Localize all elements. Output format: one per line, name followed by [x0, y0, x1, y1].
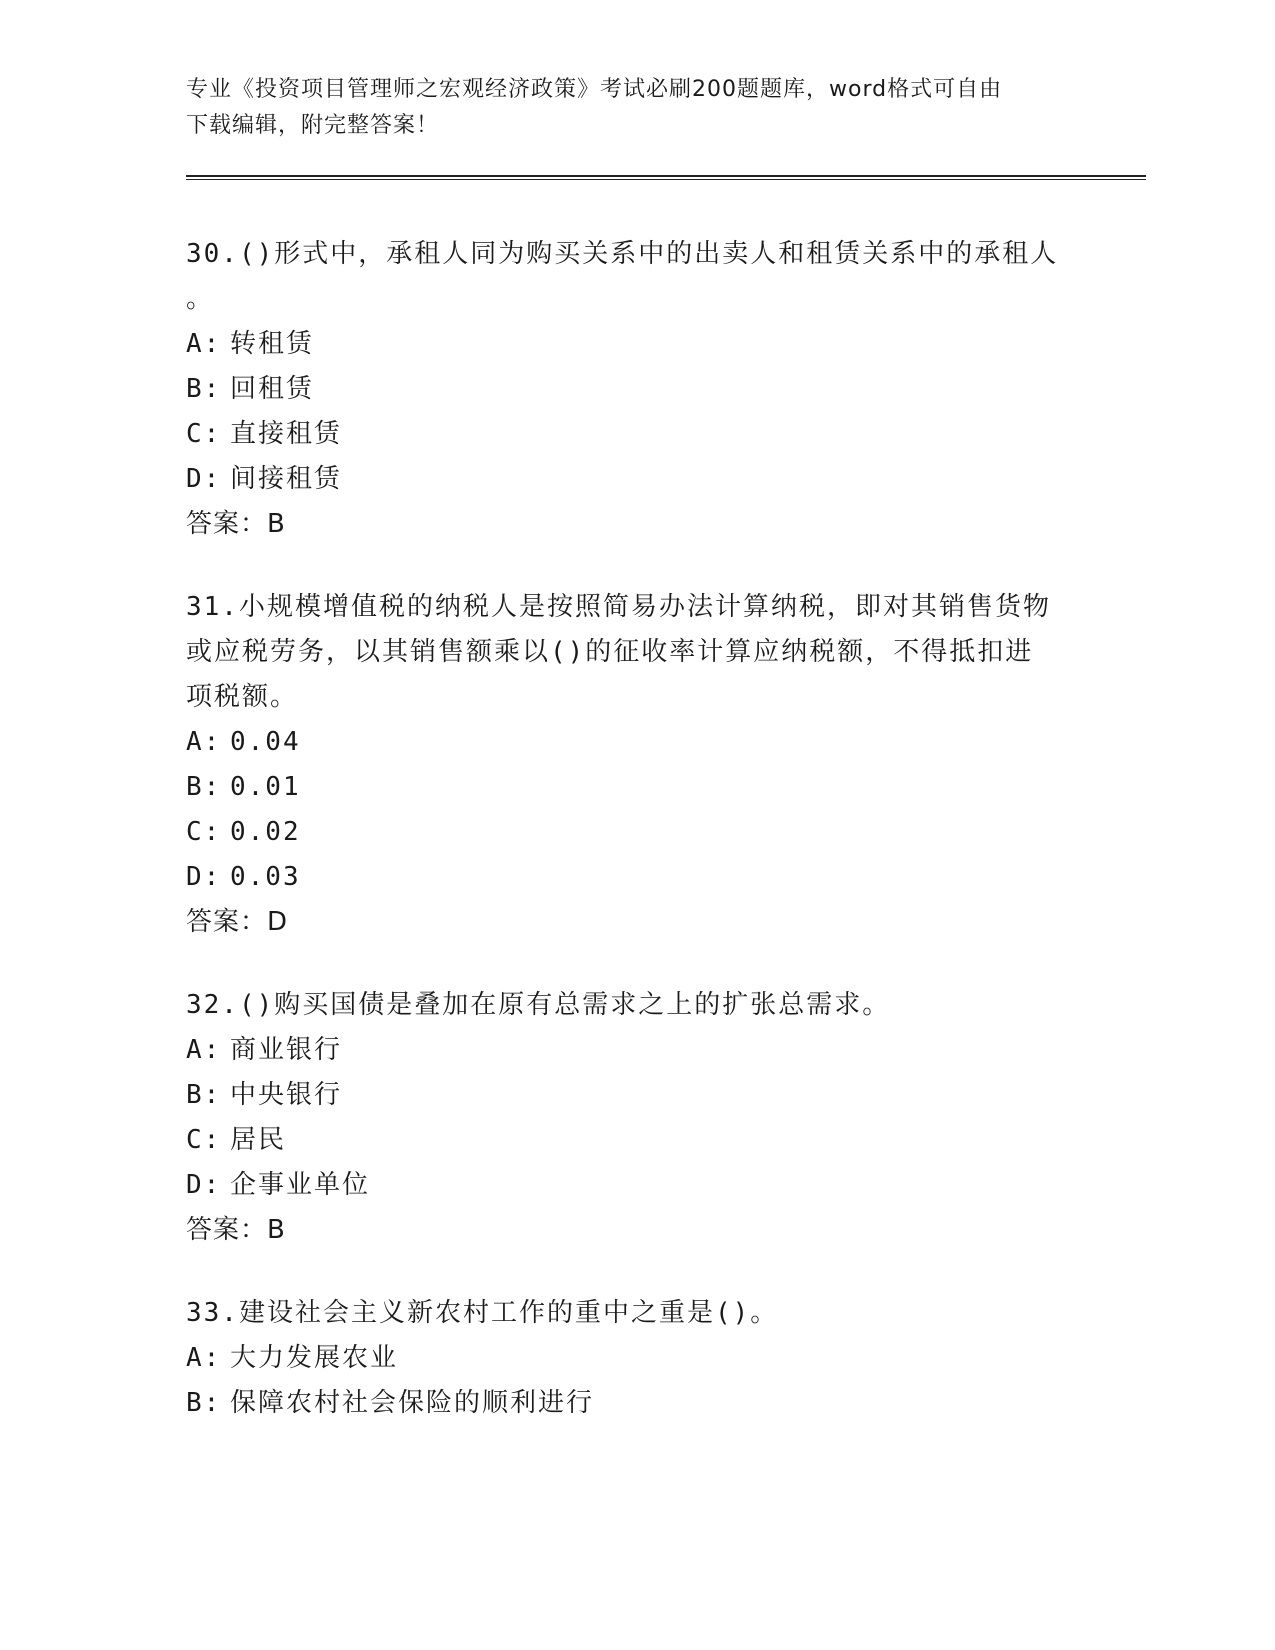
option-key: C:: [186, 1125, 222, 1155]
option-text: 0.02: [230, 817, 301, 847]
question-30: [186, 232, 1086, 547]
option-c: [186, 1118, 1086, 1163]
option-c: [186, 810, 1086, 855]
option-key: C:: [186, 817, 222, 847]
question-text-continued: 或应税劳务，以其销售额乘以()的征收率计算应纳税额，不得抵扣进: [186, 637, 1034, 667]
option-key: B:: [186, 1080, 222, 1110]
question-text-continued: 。: [186, 284, 215, 314]
document-header: [186, 72, 1086, 144]
option-d: [186, 1163, 1086, 1208]
option-key: A:: [186, 1035, 222, 1065]
question-text-continued-2: 项税额。: [186, 682, 299, 712]
option-d: [186, 457, 1086, 502]
header-line-2: 下载编辑，附完整答案！: [186, 113, 440, 138]
option-text: 中央银行: [230, 1080, 343, 1110]
option-b: [186, 765, 1086, 810]
option-text: 保障农村社会保险的顺利进行: [230, 1388, 595, 1418]
question-31: [186, 585, 1086, 945]
answer: 答案：B: [186, 509, 286, 539]
option-text: 0.01: [230, 772, 301, 802]
option-a: [186, 322, 1086, 367]
option-c: [186, 412, 1086, 457]
question-33: [186, 1291, 1086, 1426]
option-a: [186, 1336, 1086, 1381]
question-text: 33.建设社会主义新农村工作的重中之重是()。: [186, 1298, 779, 1328]
option-text: 转租赁: [230, 329, 315, 359]
header-line-1: 专业《投资项目管理师之宏观经济政策》考试必刷200题题库，word格式可自由: [186, 77, 1003, 102]
option-text: 间接租赁: [230, 464, 343, 494]
header-divider: [186, 175, 1146, 180]
option-text: 0.04: [230, 727, 301, 757]
option-key: D:: [186, 1170, 222, 1200]
question-text: 31.小规模增值税的纳税人是按照简易办法计算纳税，即对其销售货物: [186, 592, 1051, 622]
option-text: 居民: [230, 1125, 287, 1155]
option-key: A:: [186, 329, 222, 359]
answer: 答案：D: [186, 907, 289, 937]
option-key: B:: [186, 1388, 222, 1418]
option-a: [186, 720, 1086, 765]
answer: 答案：B: [186, 1215, 286, 1245]
option-text: 直接租赁: [230, 419, 343, 449]
option-key: B:: [186, 374, 222, 404]
question-list: [186, 232, 1086, 1464]
option-key: C:: [186, 419, 222, 449]
option-text: 企事业单位: [230, 1170, 371, 1200]
option-a: [186, 1028, 1086, 1073]
question-32: [186, 983, 1086, 1253]
option-key: A:: [186, 727, 222, 757]
option-key: B:: [186, 772, 222, 802]
option-key: D:: [186, 862, 222, 892]
question-text: 30.()形式中，承租人同为购买关系中的出卖人和租赁关系中的承租人: [186, 239, 1059, 269]
option-key: A:: [186, 1343, 222, 1373]
option-b: [186, 367, 1086, 412]
option-key: D:: [186, 464, 222, 494]
option-b: [186, 1073, 1086, 1118]
question-text: 32.()购买国债是叠加在原有总需求之上的扩张总需求。: [186, 990, 891, 1020]
option-d: [186, 855, 1086, 900]
option-text: 回租赁: [230, 374, 315, 404]
option-text: 商业银行: [230, 1035, 343, 1065]
option-text: 0.03: [230, 862, 301, 892]
option-b: [186, 1381, 1086, 1426]
option-text: 大力发展农业: [230, 1343, 399, 1373]
